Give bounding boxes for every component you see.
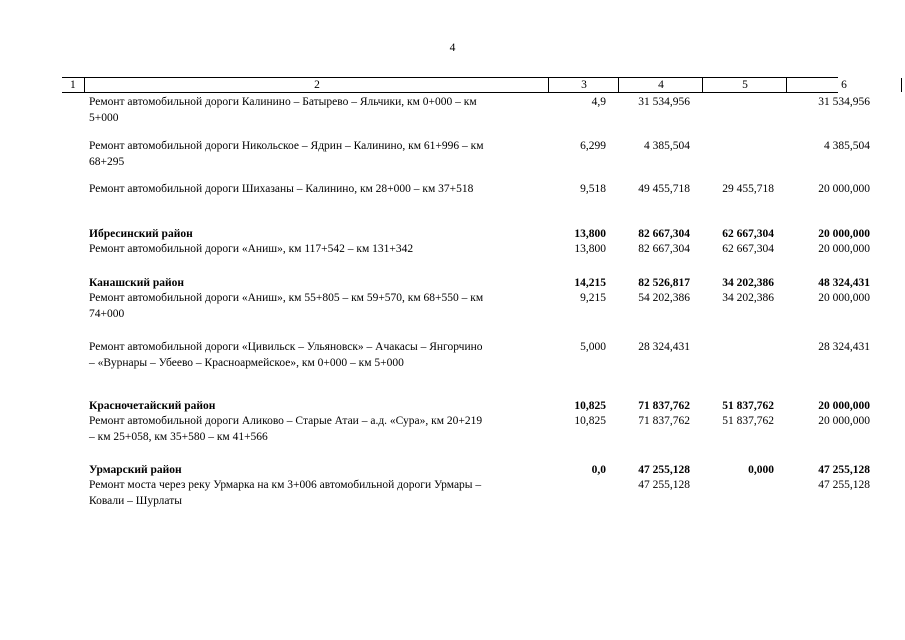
row-col6: 4 385,504 [824, 140, 870, 152]
district-name: Урмарский район [89, 464, 182, 476]
row-length: 9,215 [580, 292, 606, 304]
district-name: Красночетайский район [89, 400, 216, 412]
row-col6: 20 000,000 [818, 292, 870, 304]
row-col5: 34 202,386 [722, 277, 774, 289]
row-col6: 20 000,000 [818, 183, 870, 195]
row-col5: 34 202,386 [722, 292, 774, 304]
row-col5: 62 667,304 [722, 243, 774, 255]
row-total: 28 324,431 [638, 341, 690, 353]
row-col6: 48 324,431 [818, 277, 870, 289]
row-description: Ремонт моста через реку Урмарка на км 3+006 автомобильной дороги Урмары – Ковали – Шурлаты [89, 479, 482, 507]
row-col5: 51 837,762 [722, 400, 774, 412]
row-total: 47 255,128 [638, 464, 690, 476]
header-col-2: 2 [84, 78, 549, 92]
row-description: Ремонт автомобильной дороги «Аниш», км 55+805 – км 59+570, км 68+550 – км 74+000 [89, 292, 484, 320]
row-col6: 28 324,431 [818, 341, 870, 353]
row-length: 10,825 [574, 400, 606, 412]
row-col6: 20 000,000 [818, 243, 870, 255]
row-total: 49 455,718 [638, 183, 690, 195]
row-length: 6,299 [580, 140, 606, 152]
row-total: 54 202,386 [638, 292, 690, 304]
row-total: 31 534,956 [638, 96, 690, 108]
row-length: 14,215 [574, 277, 606, 289]
row-total: 4 385,504 [644, 140, 690, 152]
row-col6: 31 534,956 [818, 96, 870, 108]
header-col-1: 1 [70, 79, 76, 91]
row-col5: 0,000 [748, 464, 774, 476]
row-length: 13,800 [574, 243, 606, 255]
header-col-3: 3 [548, 78, 619, 92]
row-total: 82 667,304 [638, 228, 690, 240]
row-total: 71 837,762 [638, 400, 690, 412]
row-col6: 47 255,128 [818, 479, 870, 491]
row-description: Ремонт автомобильной дороги Никольское – Ядрин – Калинино, км 61+996 – км 68+295 [89, 140, 484, 168]
row-description: Ремонт автомобильной дороги Калинино – Батырево – Яльчики, км 0+000 – км 5+000 [89, 96, 477, 124]
district-name: Ибресинский район [89, 228, 193, 240]
row-length: 9,518 [580, 183, 606, 195]
row-col6: 47 255,128 [818, 464, 870, 476]
header-col-5: 5 [702, 78, 787, 92]
row-description: Ремонт автомобильной дороги «Цивильск – Ульяновск» – Ачакасы – Янгорчино – «Вурнары – Убеево – Красноармейское», км 0+000 – км 5+000 [89, 341, 483, 369]
row-length: 5,000 [580, 341, 606, 353]
row-description: Ремонт автомобильной дороги «Аниш», км 117+542 – км 131+342 [89, 243, 414, 255]
row-description: Ремонт автомобильной дороги Аликово – Старые Атаи – а.д. «Сура», км 20+219 – км 25+058, км 35+580 – км 41+566 [89, 415, 483, 443]
row-length: 10,825 [574, 415, 606, 427]
row-col6: 20 000,000 [818, 415, 870, 427]
row-description: Ремонт автомобильной дороги Шихазаны – Калинино, км 28+000 – км 37+518 [89, 183, 474, 195]
row-col5: 29 455,718 [722, 183, 774, 195]
row-col5: 51 837,762 [722, 415, 774, 427]
header-col-6: 6 [786, 78, 902, 92]
table-header [62, 77, 847, 93]
row-length: 4,9 [591, 96, 606, 108]
district-name: Канашский район [89, 277, 185, 289]
header-col-4: 4 [618, 78, 703, 92]
row-total: 82 667,304 [638, 243, 690, 255]
row-length: 0,0 [591, 464, 606, 476]
row-col5: 62 667,304 [722, 228, 774, 240]
row-length: 13,800 [574, 228, 606, 240]
page-number: 4 [449, 42, 456, 54]
row-total: 82 526,817 [638, 277, 690, 289]
row-col6: 20 000,000 [818, 228, 870, 240]
row-total: 47 255,128 [638, 479, 690, 491]
row-total: 71 837,762 [638, 415, 690, 427]
row-col6: 20 000,000 [818, 400, 870, 412]
